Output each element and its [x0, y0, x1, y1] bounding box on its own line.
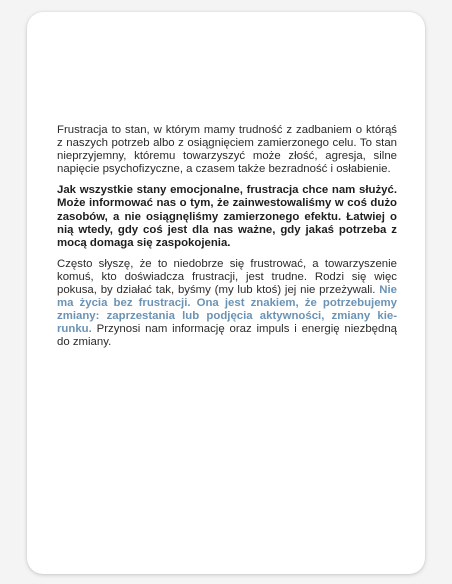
- paragraph-closing: [57, 258, 397, 350]
- paragraph-closing-highlight: Nie ma życia bez frustracji. Ona jest znakiem, że potrzebujemy zmiany: zaprzestania lub podjęcia aktywności, zmiany kierunku.: [57, 284, 397, 336]
- paragraph-emphasis: Jak wszystkie stany emocjonalne, frustracja chce nam służyć. Może informować nas o tym, że zainwestowaliśmy w coś dużo zasobów, a nie osiągnęliśmy zamierzonego efektu. Łatwiej o nią wtedy, gdy coś jest dla nas ważne, gdy jakaś potrzeba z mocą domaga się zaspokojenia.: [57, 184, 397, 249]
- paragraph-intro: Frustracja to stan, w którym mamy trudność z zadbaniem o którąś z naszych potrzeb albo z osiągnięciem zamierzonego celu. To stan nieprzyjemny, któremu towarzyszyć może złość, agresja, silne napięcie psychofizyczne, a czasem także bezradność i osłabienie.: [57, 124, 397, 176]
- card-text-body: [57, 124, 397, 358]
- paragraph-closing-text-2: Przynosi nam informację oraz impuls i energię niezbędną do zmiany.: [57, 323, 397, 349]
- paragraph-closing-text-1: Często słyszę, że to niedobrze się frustrować, a towarzyszenie komuś, kto doświadcza frustracji, jest trudne. Rodzi się więc pokusa, by działać tak, byśmy (my lub ktoś) jej nie przeżywali.: [57, 257, 397, 297]
